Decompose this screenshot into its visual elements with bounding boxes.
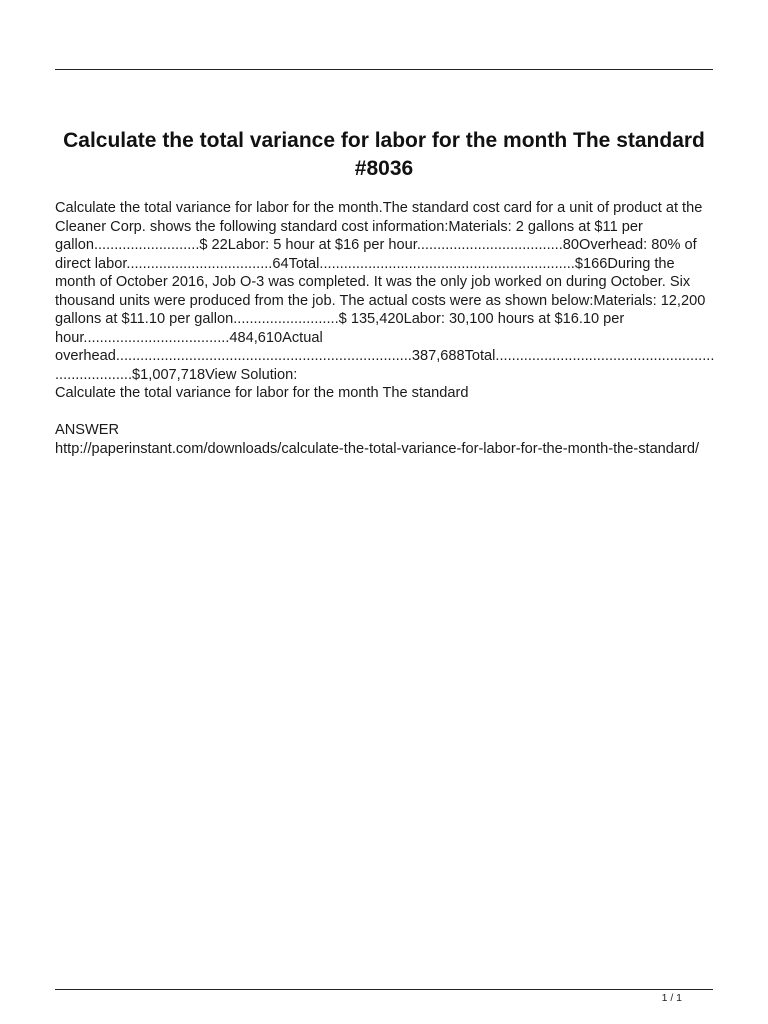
top-divider (55, 69, 713, 70)
document-body (55, 199, 717, 458)
document-title: Calculate the total variance for labor for the month The standard #8036 (63, 129, 705, 180)
bottom-divider (55, 989, 713, 990)
answer-label: ANSWER (55, 422, 120, 438)
answer-link[interactable]: http://paperinstant.com/downloads/calculate-the-total-variance-for-labor-for-the-month-the-standard/ (55, 440, 700, 457)
problem-statement: Calculate the total variance for labor for the month.The standard cost card for a unit of product at the Cleaner Corp. shows the following standard cost information:Materials: 2 gallons at $11 per gallon..........................$ 22Labor: 5 hour at $16 per hour....................................80Overhead: 80% of direct labor....................................64Total...............................................................$166During the month of October 2016, Job O-3 was completed. It was the only job worked on during October. Six thousand units were produced from the job. The actual costs were as shown below:Materials: 12,200 gallons at $11.10 per gallon..........................$ 135,420Labor: 30,100 hours at $16.10 per hour....................................484,610Actual overhead.........................................................................387,688Total.........................................................................$1,007,718View Solution: (55, 200, 715, 383)
page-indicator: 1 / 1 (661, 992, 682, 1004)
paragraph-spacer (55, 403, 717, 422)
summary-line: Calculate the total variance for labor for the month The standard (55, 385, 469, 401)
